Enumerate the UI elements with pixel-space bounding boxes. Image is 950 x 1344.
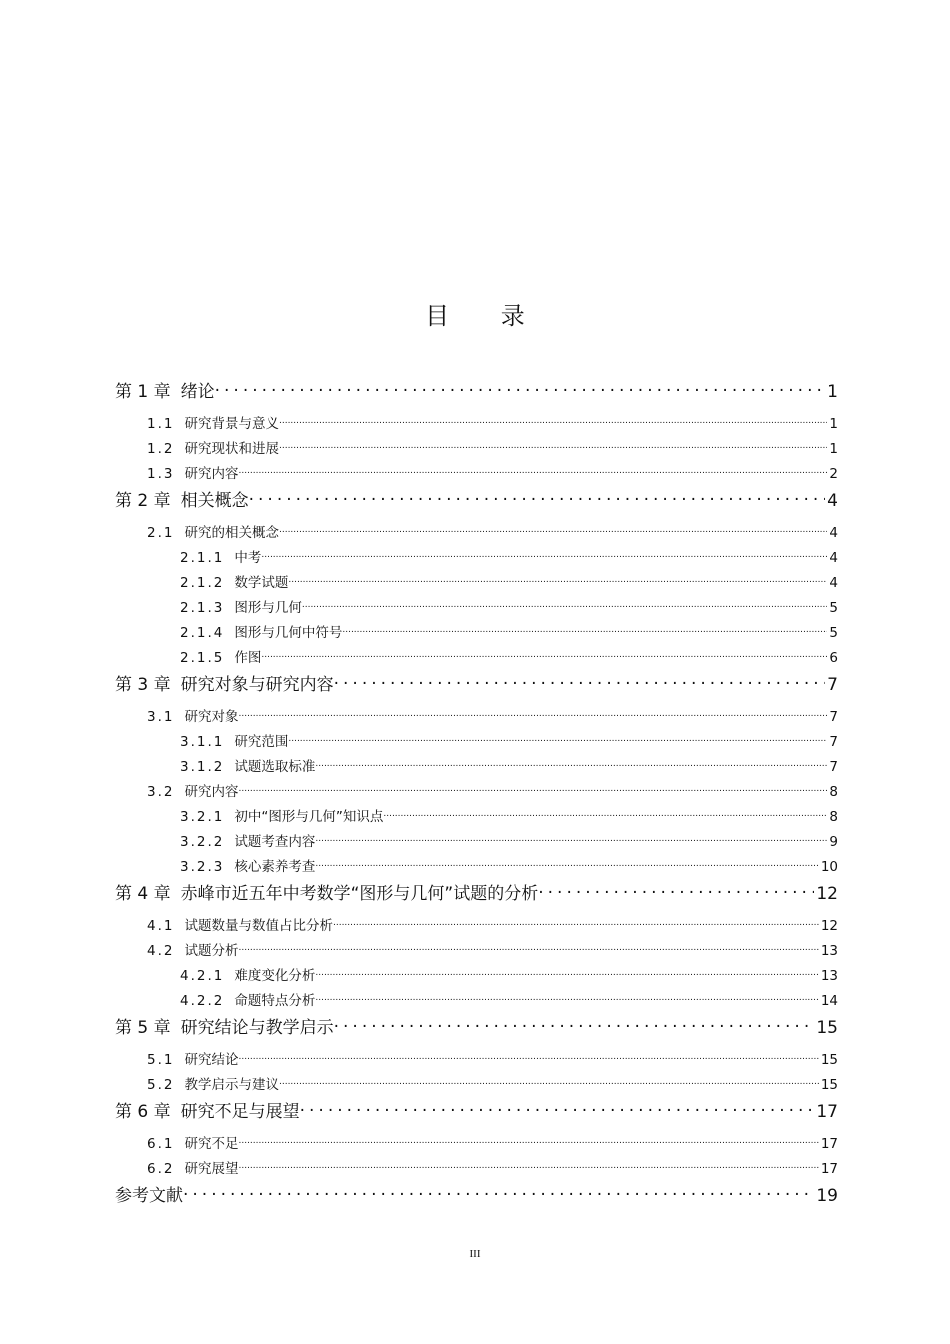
toc-entry-title: 研究的相关概念 bbox=[184, 525, 279, 541]
dot-leader bbox=[334, 1014, 815, 1042]
toc-entry-page: 9 bbox=[829, 834, 838, 850]
toc-entry-title: 参考文献 bbox=[115, 1186, 183, 1206]
toc-entry-title: 命题特点分析 bbox=[234, 993, 316, 1009]
dot-leader bbox=[249, 487, 826, 515]
toc-entry-page: 5 bbox=[829, 625, 838, 641]
toc-entry-number: 1.1 bbox=[147, 416, 175, 432]
toc-chapter-entry[interactable] bbox=[115, 378, 838, 406]
toc-entry-page: 19 bbox=[816, 1186, 838, 1206]
toc-subsection-entry[interactable] bbox=[115, 855, 838, 880]
toc-entry-page: 13 bbox=[820, 943, 838, 959]
dot-leader bbox=[238, 464, 827, 487]
toc-entry-page: 15 bbox=[820, 1077, 838, 1093]
toc-entry-page: 1 bbox=[827, 382, 838, 402]
toc-subsection-entry[interactable] bbox=[115, 730, 838, 755]
toc-entry-title: 研究现状和进展 bbox=[184, 441, 279, 457]
dot-leader bbox=[279, 523, 827, 546]
toc-entry-number: 5.2 bbox=[147, 1077, 175, 1093]
dot-leader bbox=[315, 832, 827, 855]
toc-entry-number: 5.1 bbox=[147, 1052, 175, 1068]
toc-entry-page: 6 bbox=[829, 650, 838, 666]
toc-subsection-entry[interactable] bbox=[115, 805, 838, 830]
toc-entry-page: 7 bbox=[829, 709, 838, 725]
toc-section-entry[interactable] bbox=[115, 1048, 838, 1073]
dot-leader bbox=[279, 414, 827, 437]
toc-entry-title: 中考 bbox=[234, 550, 262, 566]
dot-leader bbox=[238, 707, 827, 730]
toc-entry-page: 12 bbox=[816, 884, 838, 904]
toc-section-entry[interactable] bbox=[115, 780, 838, 805]
toc-entry-number: 4.1 bbox=[147, 918, 175, 934]
toc-entry-page: 4 bbox=[829, 550, 838, 566]
toc-entry-title: 研究背景与意义 bbox=[184, 416, 279, 432]
toc-entry-title: 相关概念 bbox=[180, 491, 249, 511]
toc-entry-title: 试题数量与数值占比分析 bbox=[184, 918, 333, 934]
toc-entry-title: 试题考查内容 bbox=[234, 834, 316, 850]
toc-chapter-entry[interactable] bbox=[115, 1014, 838, 1042]
toc-entry-title: 教学启示与建议 bbox=[184, 1077, 279, 1093]
toc-entry-title: 难度变化分析 bbox=[234, 968, 316, 984]
dot-leader bbox=[238, 1159, 818, 1182]
toc-chapter-entry[interactable] bbox=[115, 1098, 838, 1126]
table-of-contents bbox=[115, 378, 838, 1210]
dot-leader bbox=[315, 966, 818, 989]
dot-leader bbox=[333, 916, 819, 939]
toc-entry-page: 7 bbox=[829, 734, 838, 750]
toc-entry-page: 10 bbox=[820, 859, 838, 875]
toc-entry-number: 第 4 章 bbox=[115, 884, 171, 904]
toc-chapter-entry[interactable] bbox=[115, 671, 838, 699]
dot-leader bbox=[279, 439, 827, 462]
toc-subsection-entry[interactable] bbox=[115, 755, 838, 780]
toc-entry-title: 研究对象 bbox=[184, 709, 239, 725]
toc-section-entry[interactable] bbox=[115, 521, 838, 546]
toc-section-entry[interactable] bbox=[115, 705, 838, 730]
dot-leader bbox=[183, 1182, 814, 1210]
toc-entry-number: 4.2 bbox=[147, 943, 175, 959]
toc-section-entry[interactable] bbox=[115, 939, 838, 964]
toc-entry-number: 3.1.1 bbox=[180, 734, 225, 750]
toc-section-entry[interactable] bbox=[115, 1157, 838, 1182]
dot-leader bbox=[538, 880, 814, 908]
toc-entry-title: 作图 bbox=[234, 650, 262, 666]
toc-section-entry[interactable] bbox=[115, 412, 838, 437]
toc-entry-title: 研究不足与展望 bbox=[180, 1102, 300, 1122]
toc-entry-page: 4 bbox=[829, 525, 838, 541]
toc-entry-number: 3.2 bbox=[147, 784, 175, 800]
dot-leader bbox=[279, 1075, 819, 1098]
toc-entry-page: 8 bbox=[829, 809, 838, 825]
dot-leader bbox=[342, 623, 827, 646]
toc-chapter-entry[interactable] bbox=[115, 880, 838, 908]
toc-entry-number: 1.2 bbox=[147, 441, 175, 457]
dot-leader bbox=[261, 548, 827, 571]
toc-entry-title: 试题分析 bbox=[184, 943, 239, 959]
toc-subsection-entry[interactable] bbox=[115, 646, 838, 671]
dot-leader bbox=[300, 1098, 815, 1126]
dot-leader bbox=[238, 1134, 818, 1157]
page-title: 目 录 bbox=[425, 302, 547, 330]
toc-entry-number: 2.1.4 bbox=[180, 625, 225, 641]
dot-leader bbox=[261, 648, 827, 671]
toc-entry-page: 12 bbox=[820, 918, 838, 934]
toc-entry-number: 2.1.1 bbox=[180, 550, 225, 566]
toc-entry-title: 图形与几何 bbox=[234, 600, 302, 616]
dot-leader bbox=[302, 598, 828, 621]
toc-section-entry[interactable] bbox=[115, 1073, 838, 1098]
dot-leader bbox=[334, 671, 826, 699]
dot-leader bbox=[383, 807, 827, 830]
toc-entry-title: 初中“图形与几何”知识点 bbox=[234, 809, 384, 825]
dot-leader bbox=[238, 941, 818, 964]
toc-entry-number: 3.2.1 bbox=[180, 809, 225, 825]
toc-subsection-entry[interactable] bbox=[115, 621, 838, 646]
toc-entry-title: 研究不足 bbox=[184, 1136, 239, 1152]
toc-entry-number: 3.2.3 bbox=[180, 859, 225, 875]
toc-entry-number: 2.1 bbox=[147, 525, 175, 541]
toc-entry-page: 17 bbox=[820, 1161, 838, 1177]
toc-entry-page: 15 bbox=[820, 1052, 838, 1068]
toc-entry-number: 1.3 bbox=[147, 466, 175, 482]
toc-entry-number: 第 6 章 bbox=[115, 1102, 171, 1122]
toc-entry-page: 5 bbox=[829, 600, 838, 616]
toc-entry-page: 17 bbox=[820, 1136, 838, 1152]
toc-entry-number: 第 1 章 bbox=[115, 382, 171, 402]
dot-leader bbox=[315, 991, 818, 1014]
page-number: III bbox=[469, 1248, 481, 1260]
toc-entry-page: 13 bbox=[820, 968, 838, 984]
toc-entry-number: 3.1 bbox=[147, 709, 175, 725]
toc-entry-title: 研究结论 bbox=[184, 1052, 239, 1068]
dot-leader bbox=[288, 573, 827, 596]
toc-section-entry[interactable] bbox=[115, 462, 838, 487]
toc-entry-page: 15 bbox=[816, 1018, 838, 1038]
toc-entry-title: 研究范围 bbox=[234, 734, 289, 750]
toc-entry-number: 3.1.2 bbox=[180, 759, 225, 775]
toc-entry-number: 第 5 章 bbox=[115, 1018, 171, 1038]
toc-subsection-entry[interactable] bbox=[115, 571, 838, 596]
toc-entry-page: 8 bbox=[829, 784, 838, 800]
toc-entry-page: 7 bbox=[827, 675, 838, 695]
toc-entry-title: 赤峰市近五年中考数学“图形与几何”试题的分析 bbox=[180, 884, 539, 904]
toc-entry-number: 第 3 章 bbox=[115, 675, 171, 695]
toc-subsection-entry[interactable] bbox=[115, 830, 838, 855]
dot-leader bbox=[238, 1050, 818, 1073]
toc-entry-page: 17 bbox=[816, 1102, 838, 1122]
toc-section-entry[interactable] bbox=[115, 437, 838, 462]
toc-entry-number: 第 2 章 bbox=[115, 491, 171, 511]
toc-entry-page: 1 bbox=[829, 416, 838, 432]
dot-leader bbox=[315, 857, 818, 880]
toc-section-entry[interactable] bbox=[115, 1132, 838, 1157]
toc-entry-number: 2.1.3 bbox=[180, 600, 225, 616]
dot-leader bbox=[238, 782, 827, 805]
toc-subsection-entry[interactable] bbox=[115, 546, 838, 571]
dot-leader bbox=[315, 757, 827, 780]
toc-entry-page: 4 bbox=[829, 575, 838, 591]
toc-entry-page: 4 bbox=[827, 491, 838, 511]
toc-entry-title: 绪论 bbox=[180, 382, 215, 402]
toc-entry-page: 2 bbox=[829, 466, 838, 482]
dot-leader bbox=[215, 378, 826, 406]
toc-chapter-entry[interactable] bbox=[115, 1182, 838, 1210]
toc-subsection-entry[interactable] bbox=[115, 989, 838, 1014]
toc-subsection-entry[interactable] bbox=[115, 596, 838, 621]
toc-entry-title: 试题选取标准 bbox=[234, 759, 316, 775]
toc-entry-page: 14 bbox=[820, 993, 838, 1009]
toc-entry-title: 研究对象与研究内容 bbox=[180, 675, 334, 695]
toc-entry-title: 研究内容 bbox=[184, 466, 239, 482]
toc-entry-title: 数学试题 bbox=[234, 575, 289, 591]
toc-entry-number: 2.1.5 bbox=[180, 650, 225, 666]
toc-section-entry[interactable] bbox=[115, 914, 838, 939]
toc-entry-page: 1 bbox=[829, 441, 838, 457]
toc-entry-number: 4.2.2 bbox=[180, 993, 225, 1009]
toc-entry-number: 3.2.2 bbox=[180, 834, 225, 850]
toc-entry-title: 研究内容 bbox=[184, 784, 239, 800]
toc-entry-title: 核心素养考查 bbox=[234, 859, 316, 875]
toc-entry-number: 2.1.2 bbox=[180, 575, 225, 591]
toc-entry-number: 6.1 bbox=[147, 1136, 175, 1152]
toc-entry-number: 4.2.1 bbox=[180, 968, 225, 984]
toc-entry-number: 6.2 bbox=[147, 1161, 175, 1177]
toc-entry-title: 研究展望 bbox=[184, 1161, 239, 1177]
dot-leader bbox=[288, 732, 827, 755]
toc-entry-title: 图形与几何中符号 bbox=[234, 625, 343, 641]
toc-entry-title: 研究结论与教学启示 bbox=[180, 1018, 334, 1038]
toc-chapter-entry[interactable] bbox=[115, 487, 838, 515]
toc-subsection-entry[interactable] bbox=[115, 964, 838, 989]
toc-entry-page: 7 bbox=[829, 759, 838, 775]
